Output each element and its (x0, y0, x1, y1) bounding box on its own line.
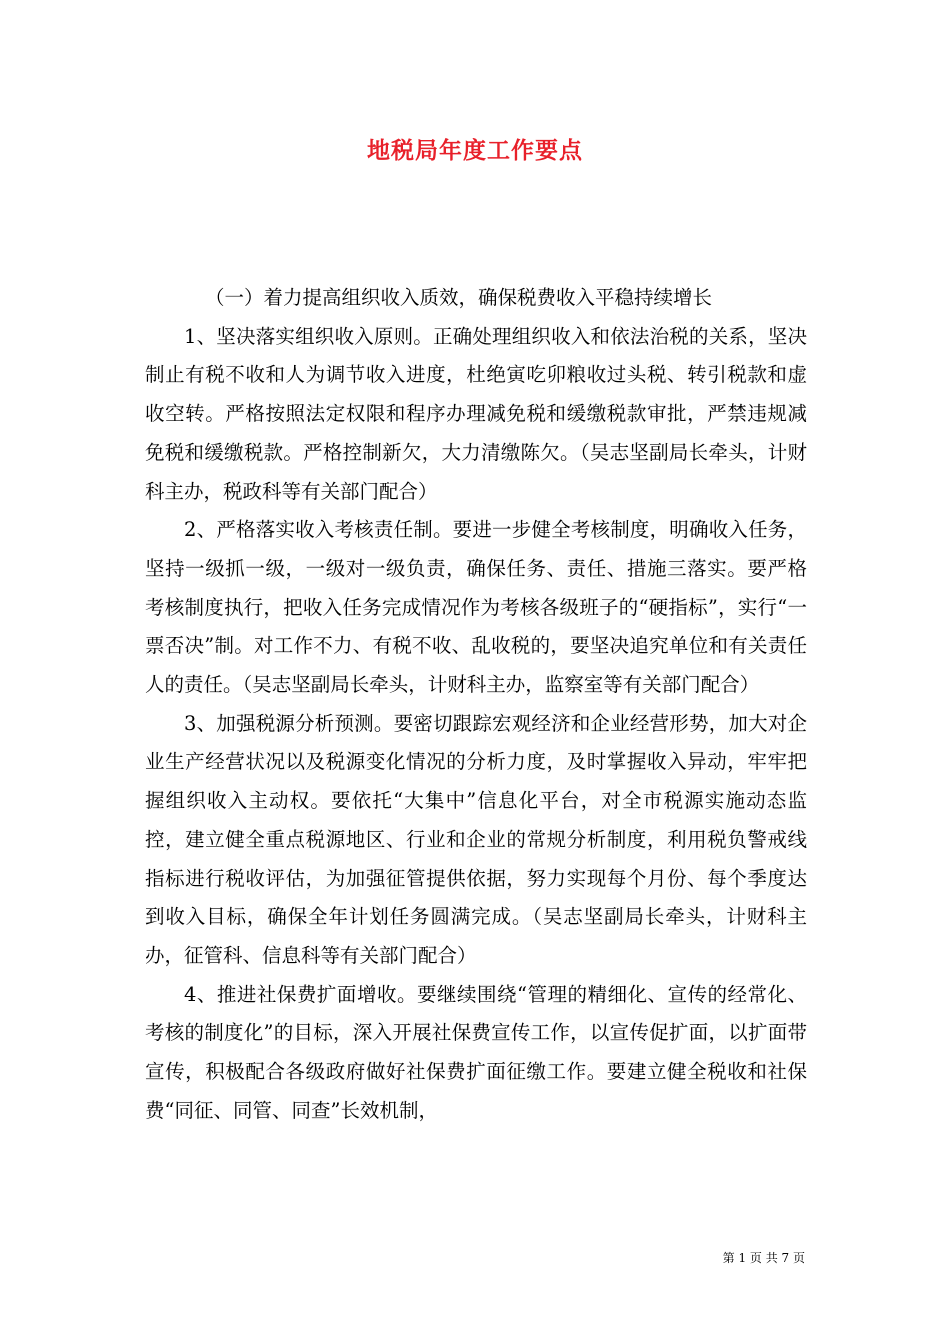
paragraph-4: 4、推进社保费扩面增收。要继续围绕“管理的精细化、宣传的经常化、考核的制度化”的目标，深入开展社保费宣传工作，以宣传促扩面，以扩面带宣传，积极配合各级政府做好社保费扩面征缴工作。要建立健全税收和社保费“同征、同管、同查”长效机制， (145, 982, 807, 1122)
page-number-footer: 第 1 页 共 7 页 (722, 1251, 805, 1265)
paragraph-3: 3、加强税源分析预测。要密切跟踪宏观经济和企业经营形势，加大对企业生产经营状况以及税源变化情况的分析力度，及时掌握收入异动，牢牢把握组织收入主动权。要依托“大集中”信息化平台，对全市税源实施动态监控，建立健全重点税源地区、行业和企业的常规分析制度，利用税负警戒线指标进行税收评估，为加强征管提供依据，努力实现每个月份、每个季度达到收入目标，确保全年计划任务圆满完成。（吴志坚副局长牵头，计财科主办，征管科、信息科等有关部门配合） (145, 711, 807, 967)
document-body (145, 279, 807, 1130)
document-title: 地税局年度工作要点 (367, 137, 583, 164)
paragraph-2: 2、严格落实收入考核责任制。要进一步健全考核制度，明确收入任务，坚持一级抓一级，一级对一级负责，确保任务、责任、措施三落实。要严格考核制度执行，把收入任务完成情况作为考核各级班子的“硬指标”，实行“一票否决”制。对工作不力、有税不收、乱收税的，要坚决追究单位和有关责任人的责任。（吴志坚副局长牵头，计财科主办，监察室等有关部门配合） (145, 518, 807, 697)
paragraph-1: 1、坚决落实组织收入原则。正确处理组织收入和依法治税的关系，坚决制止有税不收和人为调节收入进度，杜绝寅吃卯粮收过头税、转引税款和虚收空转。严格按照法定权限和程序办理减免税和缓缴税款审批，严禁违规减免税和缓缴税款。严格控制新欠，大力清缴陈欠。（吴志坚副局长牵头，计财科主办，税政科等有关部门配合） (145, 324, 807, 503)
section-heading: （一）着力提高组织收入质效，确保税费收入平稳持续增长 (205, 286, 713, 309)
